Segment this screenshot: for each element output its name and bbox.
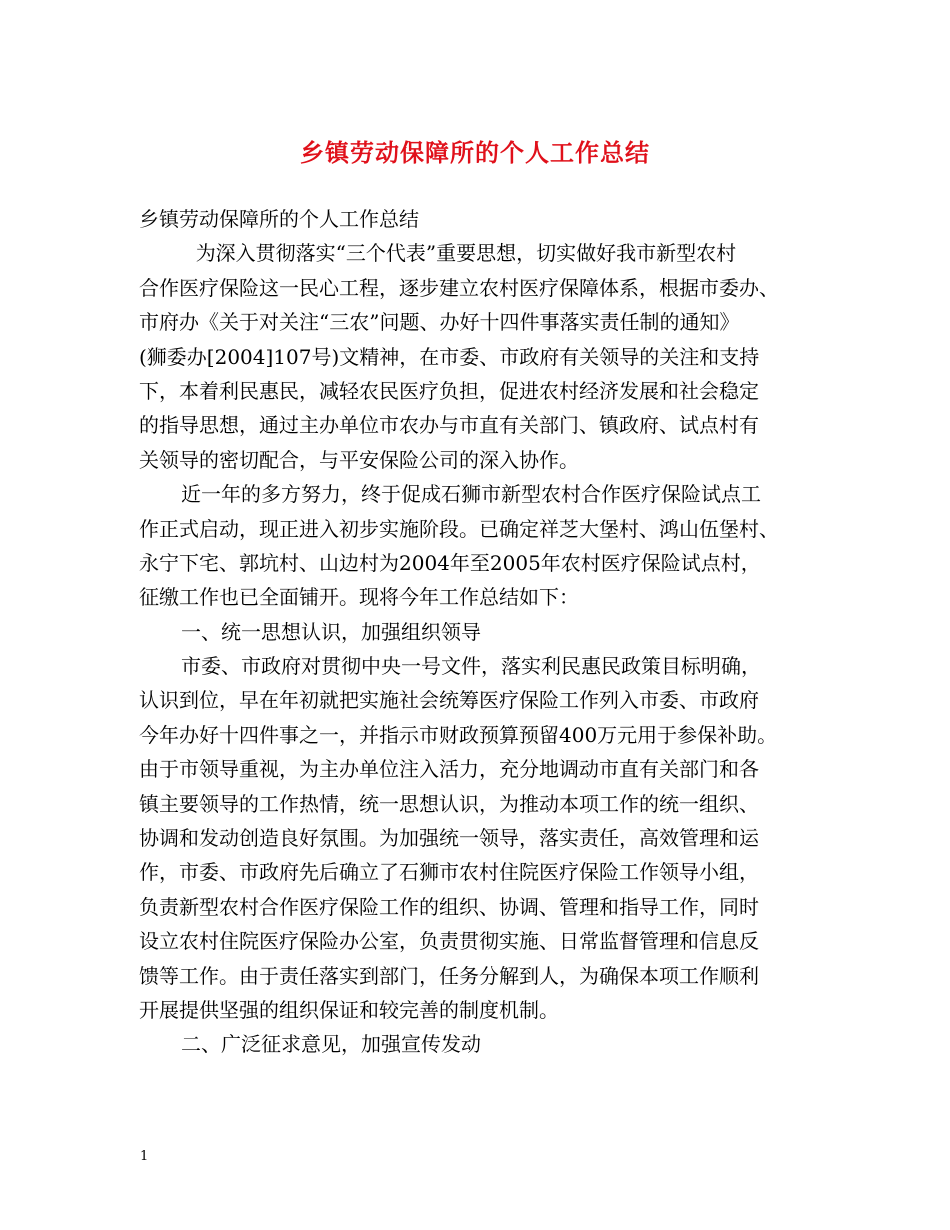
text-line: 认识到位，早在年初就把实施社会统筹医疗保险工作列入市委、市政府 <box>139 688 759 713</box>
text-line: 协调和发动创造良好氛围。为加强统一领导，落实责任，高效管理和运 <box>139 826 759 851</box>
text-line: 二、广泛征求意见，加强宣传发动 <box>181 1032 481 1057</box>
text-line: (狮委办[2004]107号)文精神，在市委、市政府有关领导的关注和支持 <box>139 344 760 369</box>
text-line: 开展提供坚强的组织保证和较完善的制度机制。 <box>139 997 559 1022</box>
text-line: 合作医疗保险这一民心工程，逐步建立农村医疗保障体系，根据市委办、 <box>139 275 779 300</box>
text-line: 永宁下宅、郭坑村、山边村为2004年至2005年农村医疗保险试点村， <box>139 550 761 575</box>
text-line: 为深入贯彻落实“三个代表”重要思想，切实做好我市新型农村 <box>195 241 737 266</box>
page-number: 1 <box>140 1149 149 1164</box>
text-line: 镇主要领导的工作热情，统一思想认识，为推动本项工作的统一组织、 <box>139 791 759 816</box>
text-line: 的指导思想，通过主办单位市农办与市直有关部门、镇政府、试点村有 <box>139 413 759 438</box>
text-line: 下，本着利民惠民，减轻农民医疗负担，促进农村经济发展和社会稳定 <box>139 378 759 403</box>
document-title: 乡镇劳动保障所的个人工作总结 <box>300 139 650 167</box>
text-line: 乡镇劳动保障所的个人工作总结 <box>139 207 419 231</box>
text-line: 由于市领导重视，为主办单位注入活力，充分地调动市直有关部门和各 <box>139 757 759 782</box>
text-line: 市委、市政府对贯彻中央一号文件，落实利民惠民政策目标明确， <box>181 654 761 679</box>
document-body <box>139 202 819 1062</box>
text-line: 负责新型农村合作医疗保险工作的组织、协调、管理和指导工作，同时 <box>139 894 759 919</box>
text-line: 馈等工作。由于责任落实到部门，任务分解到人，为确保本项工作顺利 <box>139 963 759 988</box>
text-line: 作，市委、市政府先后确立了石狮市农村住院医疗保险工作领导小组， <box>139 860 759 885</box>
text-line: 征缴工作也已全面铺开。现将今年工作总结如下： <box>139 585 579 610</box>
text-line: 今年办好十四件事之一，并指示市财政预算预留400万元用于参保补助。 <box>139 722 778 747</box>
text-line: 市府办《关于对关注“三农”问题、办好十四件事落实责任制的通知》 <box>139 310 740 335</box>
text-line: 近一年的多方努力，终于促成石狮市新型农村合作医疗保险试点工 <box>181 482 761 507</box>
text-line: 作正式启动，现正进入初步实施阶段。已确定祥芝大堡村、鸿山伍堡村、 <box>139 516 779 541</box>
text-line: 一、统一思想认识，加强组织领导 <box>181 619 481 644</box>
text-line: 设立农村住院医疗保险办公室，负责贯彻实施、日常监督管理和信息反 <box>139 929 759 954</box>
text-line: 关领导的密切配合，与平安保险公司的深入协作。 <box>139 447 579 472</box>
